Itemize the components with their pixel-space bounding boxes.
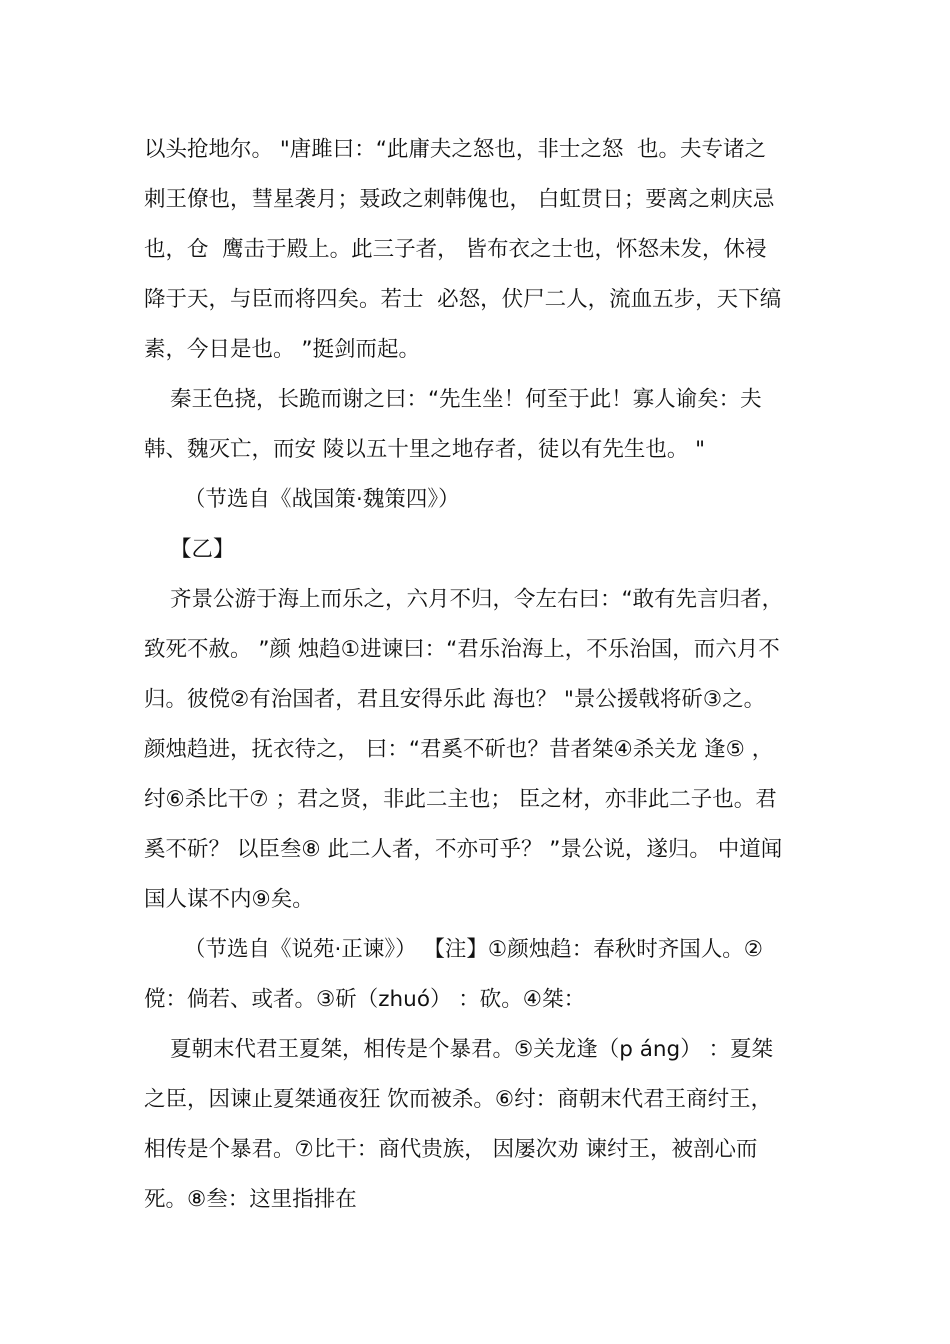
text-line: 也，仓 鹰击于殿上。此三子者， 皆布衣之士也，怀怒未发，休祲 <box>144 237 767 262</box>
text-line: 傥：倘若、或者。③斫（zhuó） ：砍。④桀： <box>144 987 586 1012</box>
text-line: 齐景公游于海上而乐之，六月不归，令左右曰：“敢有先言归者， <box>170 587 784 612</box>
text-line: 纣⑥杀比干⑦ ；君之贤，非此二主也； 臣之材，亦非此二子也。君 <box>144 787 777 812</box>
source-citation: （节选自《战国策·魏策四》） <box>184 487 460 512</box>
text-line: 以头抢地尔。 "唐雎曰：“此庸夫之怒也，非士之怒 也。夫专诸之 <box>144 137 767 162</box>
text-line: 韩、魏灭亡，而安 陵以五十里之地存者，徒以有先生也。 " <box>144 437 706 462</box>
text-line: 相传是个暴君。⑦比干：商代贵族， 因屡次劝 谏纣王，被剖心而 <box>144 1137 758 1162</box>
text-line: 颜烛趋进，抚衣待之， 曰：“君奚不斫也？昔者桀④杀关龙 逢⑤ ， <box>144 737 774 762</box>
text-line: 之臣，因谏止夏桀通夜狂 饮而被杀。⑥纣：商朝末代君王商纣王， <box>144 1087 773 1112</box>
text-line: 降于天，与臣而将四矣。若士 必怒，伏尸二人，流血五步，天下缟 <box>144 287 782 312</box>
text-line: 国人谋不内⑨矣。 <box>144 887 314 912</box>
text-line: 素，今日是也。 ”挺剑而起。 <box>144 337 420 362</box>
section-heading: 【乙】 <box>170 537 235 562</box>
text-line: 归。彼傥②有治国者，君且安得乐此 海也？ "景公援戟将斫③之。 <box>144 687 766 712</box>
text-line: 夏朝末代君王夏桀，相传是个暴君。⑤关龙逢（p áng） ：夏桀 <box>170 1037 774 1062</box>
text-line: 秦王色挠，长跪而谢之曰：“先生坐！何至于此！寡人谕矣：夫 <box>170 387 762 412</box>
source-citation: （节选自《说苑·正谏》） 【注】①颜烛趋：春秋时齐国人。② <box>184 937 763 962</box>
text-line: 致死不赦。 ”颜 烛趋①进谏曰：“君乐治海上，不乐治国，而六月不 <box>144 637 780 662</box>
text-line: 刺王僚也，彗星袭月；聂政之刺韩傀也， 白虹贯日；要离之刺庆忌 <box>144 187 775 212</box>
text-line: 死。⑧叁：这里指排在 <box>144 1187 357 1212</box>
text-line: 奚不斫？ 以臣叁⑧ 此二人者，不亦可乎？ ”景公说，遂归。 中道闻 <box>144 837 783 862</box>
